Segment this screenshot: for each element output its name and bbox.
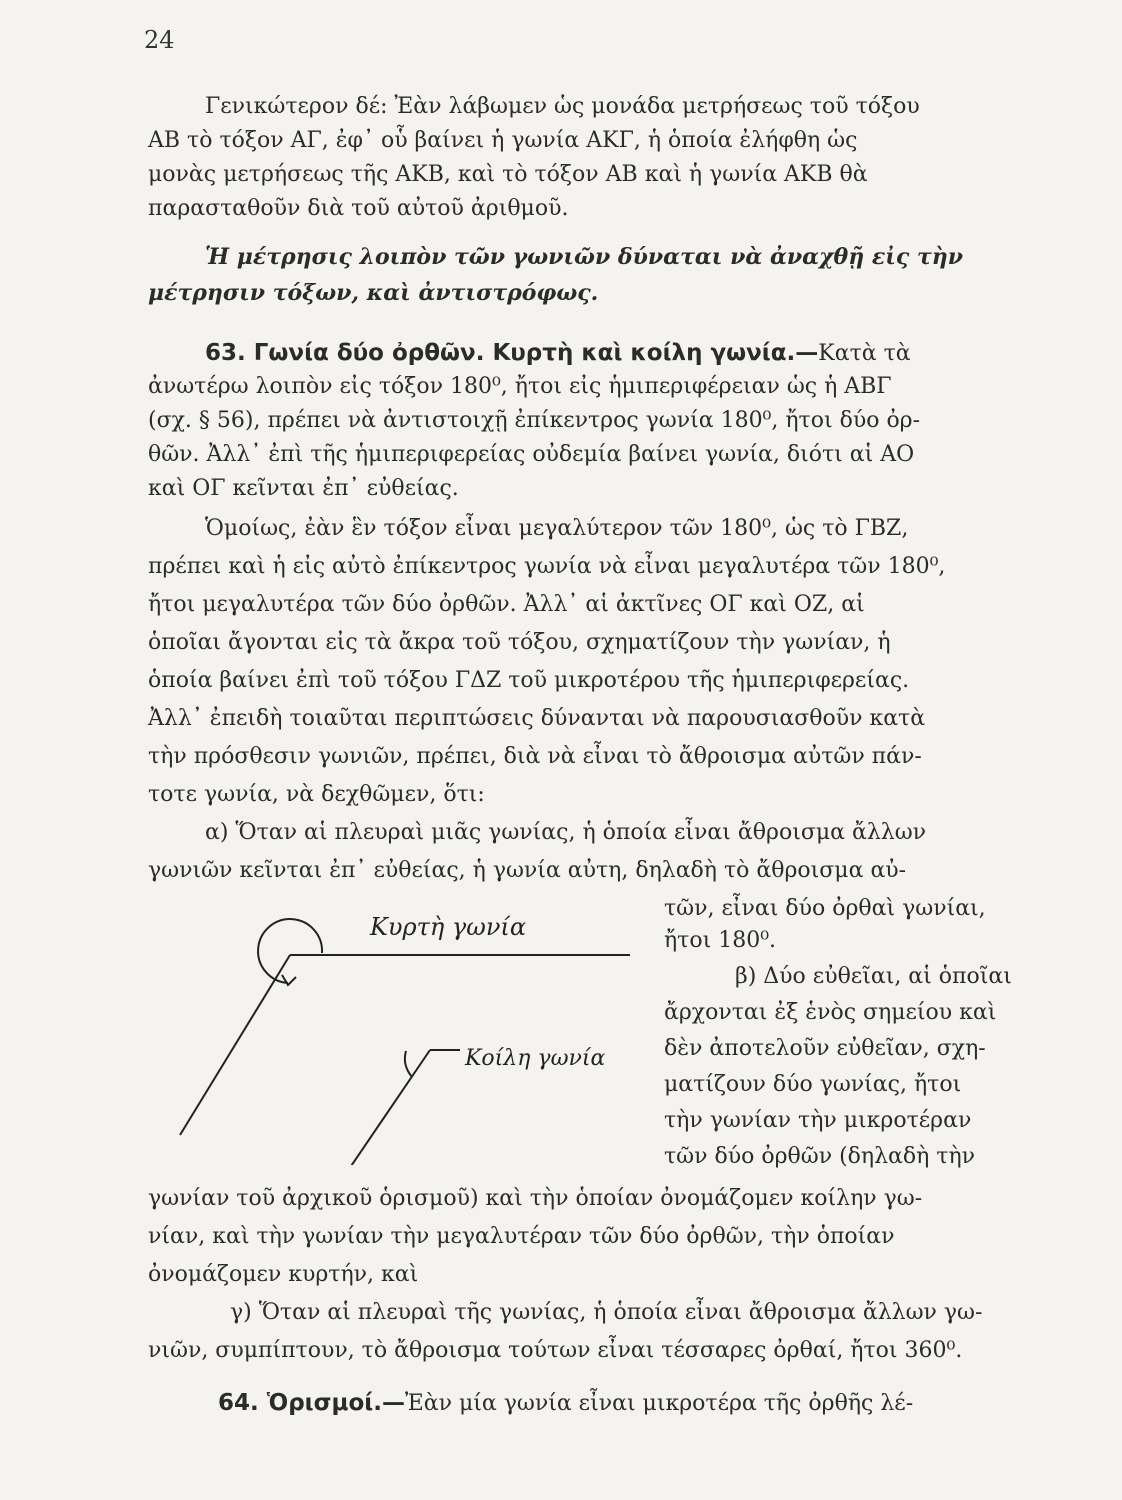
item-c-line2: νιῶν, συμπίπτουν, τὸ ἄθροισμα τούτων εἶναι τέσσαρες ὀρθαί, ἤτοι 360⁰. (148, 1338, 963, 1363)
convex-angle-label: Κυρτὴ γωνία (370, 913, 527, 941)
para3-line7: τὴν πρόσθεσιν γωνιῶν, πρέπει, διὰ νὰ εἶναι τὸ ἄθροισμα αὐτῶν πάν- (148, 744, 922, 769)
column-line3: β) Δύο εὐθεῖαι, αἱ ὁποῖαι (735, 964, 1012, 989)
column-line6: ματίζουν δύο γωνίας, ἤτοι (664, 1072, 962, 1097)
section63-first-line (205, 338, 1110, 369)
column-line1: τῶν, εἶναι δύο ὀρθαὶ γωνίαι, (664, 896, 986, 921)
section64-heading: 64. Ὁρισμοί.— (218, 1390, 405, 1416)
section63-line4: καὶ ΟΓ κεῖνται ἐπ᾿ εὐθείας. (148, 476, 459, 501)
section64-line (218, 1388, 1122, 1419)
section63-line2: (σχ. § 56), πρέπει νὰ ἀντιστοιχῇ ἐπίκεντρος γωνία 180⁰, ἤτοι δύο ὀρ- (148, 408, 921, 433)
para3-line3: ἤτοι μεγαλυτέρα τῶν δύο ὀρθῶν. Ἀλλ᾿ αἱ ἀκτῖνες ΟΓ καὶ ΟΖ, αἱ (148, 592, 865, 617)
angle-figure (170, 895, 650, 1165)
concave-angle-label: Κοίλη γωνία (465, 1046, 606, 1071)
para1-line4: παρασταθοῦν διὰ τοῦ αὐτοῦ ἀριθμοῦ. (148, 196, 569, 221)
para3-line4: ὁποῖαι ἄγονται εἰς τὰ ἄκρα τοῦ τόξου, σχηματίζουν τὴν γωνίαν, ἡ (148, 630, 891, 655)
para3-line1: Ὁμοίως, ἐὰν ἓν τόξον εἶναι μεγαλύτερον τῶν 180⁰, ὡς τὸ ΓΒΖ, (205, 516, 909, 541)
section63-line3: θῶν. Ἀλλ᾿ ἐπὶ τῆς ἡμιπεριφερείας οὐδεμία βαίνει γωνία, διότι αἱ ΑΟ (148, 442, 915, 467)
para3-line2: πρέπει καὶ ἡ εἰς αὐτὸ ἐπίκεντρος γωνία νὰ εἶναι μεγαλυτέρα τῶν 180⁰, (148, 554, 946, 579)
column-line2: ἤτοι 180⁰. (664, 928, 777, 953)
para-b-line1: γωνίαν τοῦ ἀρχικοῦ ὁρισμοῦ) καὶ τὴν ὁποίαν ὀνομάζομεν κοίλην γω- (148, 1186, 923, 1211)
concave-angle-arc (405, 1051, 412, 1077)
concave-angle-slanted-side (345, 1050, 430, 1165)
item-a-line1: α) Ὅταν αἱ πλευραὶ μιᾶς γωνίας, ἡ ὁποία εἶναι ἄθροισμα ἄλλων (205, 820, 927, 845)
para1-line1: Γενικώτερον δέ: Ἐὰν λάβωμεν ὡς μονάδα μετρήσεως τοῦ τόξου (205, 94, 920, 119)
para2-line2: μέτρησιν τόξων, καὶ ἀντιστρόφως. (148, 280, 599, 306)
section63-line1: ἀνωτέρω λοιπὸν εἰς τόξον 180⁰, ἤτοι εἰς ἡμιπεριφέρειαν ὡς ἡ ΑΒΓ (148, 374, 892, 399)
page-number: 24 (144, 26, 175, 54)
para-b-line3: ὀνομάζομεν κυρτήν, καὶ (148, 1262, 419, 1287)
convex-angle-arc (258, 919, 322, 983)
column-line8: τῶν δύο ὀρθῶν (δηλαδὴ τὴν (664, 1144, 976, 1169)
para-b-line2: νίαν, καὶ τὴν γωνίαν τὴν μεγαλυτέραν τῶν δύο ὀρθῶν, τὴν ὁποίαν (148, 1224, 895, 1249)
item-c-line1: γ) Ὅταν αἱ πλευραὶ τῆς γωνίας, ἡ ὁποία εἶναι ἄθροισμα ἄλλων γω- (230, 1300, 983, 1325)
column-line7: τὴν γωνίαν τὴν μικροτέραν (664, 1108, 972, 1133)
para1-line3: μονὰς μετρήσεως τῆς ΑΚΒ, καὶ τὸ τόξον ΑΒ καὶ ἡ γωνία ΑΚΒ θὰ (148, 162, 868, 187)
para3-line5: ὁποία βαίνει ἐπὶ τοῦ τόξου ΓΔΖ τοῦ μικροτέρου τῆς ἡμιπεριφερείας. (148, 668, 910, 693)
section64-text: Ἐὰν μία γωνία εἶναι μικροτέρα τῆς ὀρθῆς λέ- (404, 1391, 914, 1416)
para2-line1: Ἡ μέτρησις λοιπὸν τῶν γωνιῶν δύναται νὰ ἀναχθῇ εἰς τὴν (205, 244, 964, 270)
para1-line2: ΑΒ τὸ τόξον ΑΓ, ἐφ᾿ οὗ βαίνει ἡ γωνία ΑΚΓ, ἡ ὁποία ἐλήφθη ὡς (148, 128, 858, 153)
para3-line6: Ἀλλ᾿ ἐπειδὴ τοιαῦται περιπτώσεις δύνανται νὰ παρουσιασθοῦν κατὰ (148, 706, 926, 731)
section63-heading: 63. Γωνία δύο ὀρθῶν. Κυρτὴ καὶ κοίλη γωνία.— (205, 340, 819, 366)
convex-angle-slanted-side (180, 955, 290, 1135)
column-line5: δὲν ἀποτελοῦν εὐθεῖαν, σχη- (664, 1036, 986, 1061)
item-a-line2: γωνιῶν κεῖνται ἐπ᾿ εὐθείας, ἡ γωνία αὐτη, δηλαδὴ τὸ ἄθροισμα αὐ- (148, 858, 907, 883)
para3-line8: τοτε γωνία, νὰ δεχθῶμεν, ὅτι: (148, 782, 485, 807)
column-line4: ἄρχονται ἐξ ἑνὸς σημείου καὶ (664, 1000, 997, 1025)
section63-line0: Κατὰ τὰ (818, 341, 911, 366)
